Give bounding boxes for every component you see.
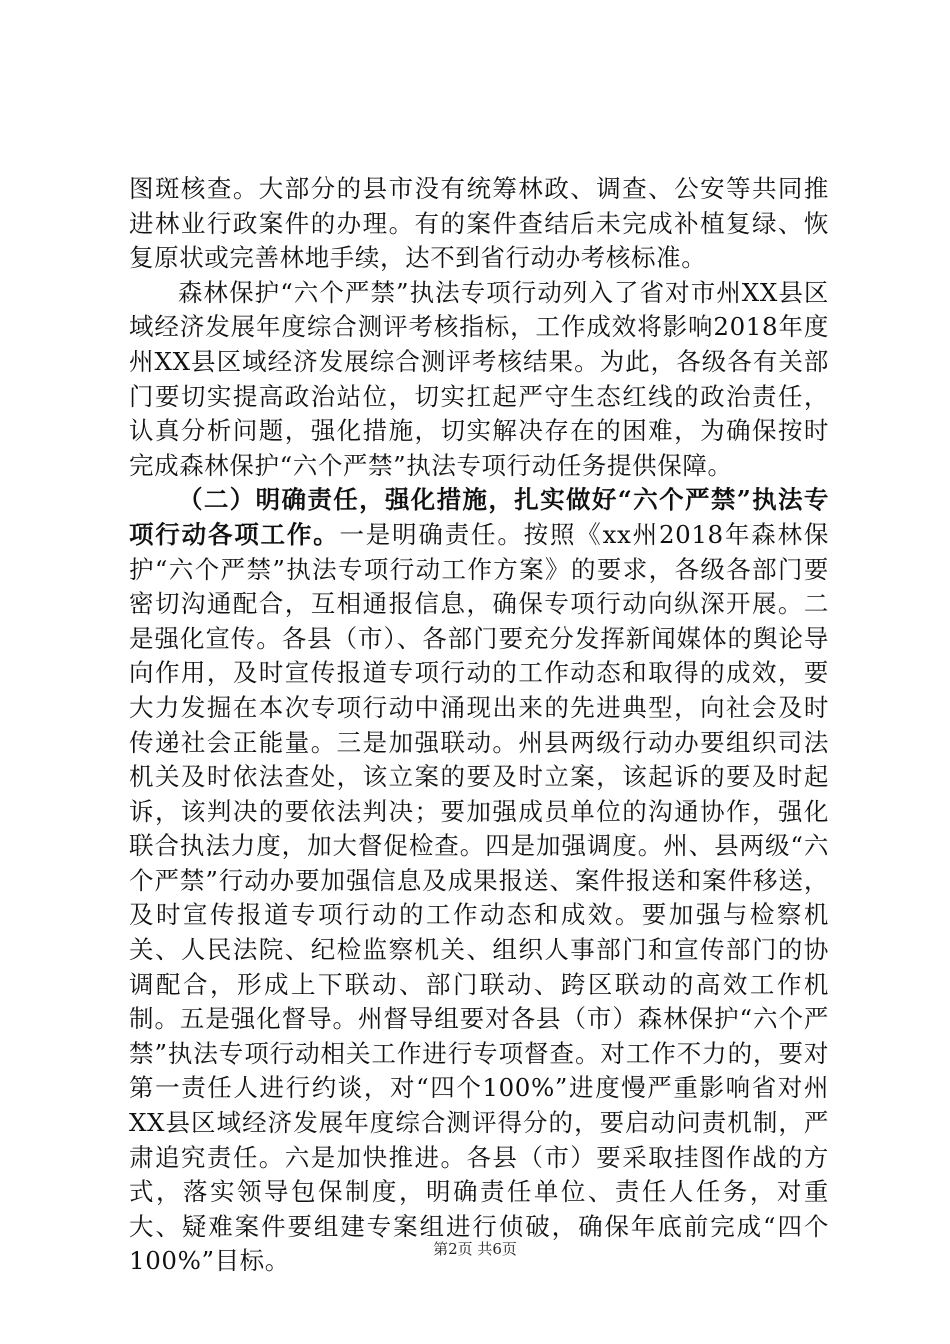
page-number-footer: 第2页 共6页: [433, 1240, 517, 1258]
paragraph-responsibilities: [129, 483, 829, 1279]
document-body: [129, 172, 829, 1279]
section-body: 一是明确责任。按照《xx州2018年森林保护“六个严禁”执法专项行动工作方案》的要求，各级各部门要密切沟通配合，互相通报信息，确保专项行动向纵深开展。二是强化宣传。各县（市）、各部门要充分发挥新闻媒体的舆论导向作用，及时宣传报道专项行动的工作动态和取得的成效，要大力发掘在本次专项行动中涌现出来的先进典型，向社会及时传递社会正能量。三是加强联动。州县两级行动办要组织司法机关及时依法查处，该立案的要及时立案，该起诉的要及时起诉，该判决的要依法判决；要加强成员单位的沟通协作，强化联合执法力度，加大督促检查。四是加强调度。州、县两级“六个严禁”行动办要加强信息及成果报送、案件报送和案件移送，及时宣传报道专项行动的工作动态和成效。要加强与检察机关、人民法院、纪检监察机关、组织人事部门和宣传部门的协调配合，形成上下联动、部门联动、跨区联动的高效工作机制。五是强化督导。州督导组要对各县（市）森林保护“六个严禁”执法专项行动相关工作进行专项督查。对工作不力的，要对第一责任人进行约谈，对“四个100%”进度慢严重影响省对州XX县区域经济发展年度综合测评得分的，要启动问责机制，严肃追究责任。六是加快推进。各县（市）要采取挂图作战的方式，落实领导包保制度，明确责任单位、责任人任务，对重大、疑难案件要组建专案组进行侦破，确保年底前完成“四个100%”目标。: [129, 519, 829, 1276]
section-heading: （二）明确责任，强化措施，扎实做好“六个严禁”执法专项行动各项工作。: [129, 485, 829, 549]
paragraph-forest-protection: 森林保护“六个严禁”执法专项行动列入了省对市州XX县区域经济发展年度综合测评考核指标，工作成效将影响2018年度州XX县区域经济发展综合测评考核结果。为此，各级各有关部门要切实提高政治站位，切实扛起严守生态红线的政治责任，认真分析问题，强化措施，切实解决存在的困难，为确保按时完成森林保护“六个严禁”执法专项行动任务提供保障。: [129, 277, 829, 480]
paragraph-continuation: 图斑核查。大部分的县市没有统筹林政、调查、公安等共同推进林业行政案件的办理。有的案件查结后未完成补植复绿、恢复原状或完善林地手续，达不到省行动办考核标准。: [129, 174, 829, 273]
